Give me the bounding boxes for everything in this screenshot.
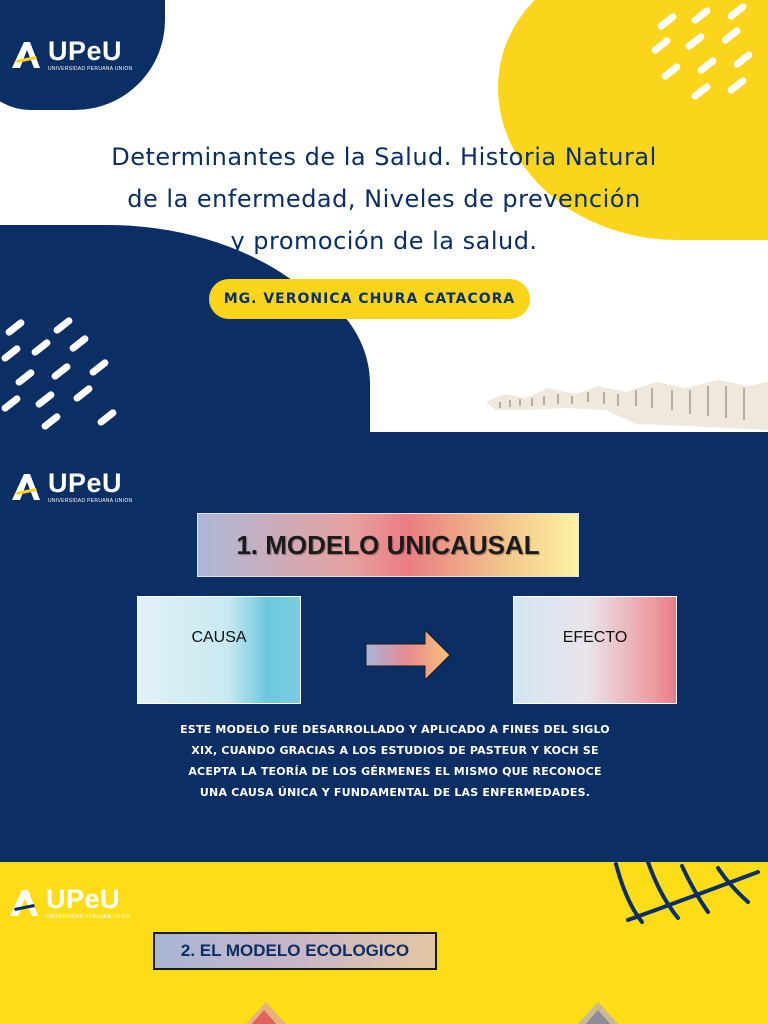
- section-heading: 2. EL MODELO ECOLOGICO: [153, 932, 437, 970]
- upeu-logo: [10, 38, 132, 72]
- dash-pattern-top-right: [650, 8, 760, 98]
- upeu-logo: [8, 886, 130, 920]
- title-line-1: Determinantes de la Salud. Historia Natural: [111, 143, 657, 171]
- upeu-logo-mark-icon: [10, 40, 44, 70]
- scribble-decoration: [608, 862, 768, 932]
- description-line-2: XIX, CUANDO GRACIAS A LOS ESTUDIOS DE PASTEUR Y KOCH SE: [191, 744, 599, 757]
- modelo-ecologico-slide: [0, 862, 768, 1024]
- logo-name: UPeU: [48, 468, 123, 498]
- upeu-logo-mark-icon: [8, 888, 42, 918]
- right-arrow-icon: [365, 629, 451, 681]
- section-heading: 1. MODELO UNICAUSAL: [197, 513, 579, 577]
- triangle-shape-right-inner: [584, 1010, 612, 1024]
- modelo-unicausal-slide: [0, 432, 768, 862]
- cause-box: [137, 596, 301, 704]
- title-line-3: y promoción de la salud.: [230, 227, 538, 255]
- logo-name: UPeU: [46, 884, 121, 914]
- title-line-2: de la enfermedad, Niveles de prevención: [127, 185, 641, 213]
- description-line-1: ESTE MODELO FUE DESARROLLADO Y APLICADO A FINES DEL SIGLO: [180, 723, 610, 736]
- presentation-title: [60, 136, 708, 262]
- cause-label: CAUSA: [191, 629, 247, 646]
- author-badge: [209, 279, 530, 319]
- effect-box: [513, 596, 677, 704]
- upeu-logo: [10, 470, 132, 504]
- title-slide: [0, 0, 768, 432]
- description-line-4: UNA CAUSA ÚNICA Y FUNDAMENTAL DE LAS ENFERMEDADES.: [199, 786, 591, 799]
- author-name: MG. VERONICA CHURA CATACORA: [223, 291, 516, 307]
- logo-subtitle: UNIVERSIDAD PERUANA UNION: [48, 66, 133, 72]
- effect-label: EFECTO: [562, 629, 628, 646]
- model-description: [180, 719, 610, 803]
- torn-paper-image: [486, 380, 768, 430]
- dash-pattern-bottom-left: [0, 318, 130, 430]
- description-line-3: ACEPTA LA TEORÍA DE LOS GÉRMENES EL MISMO QUE RECONOCE: [188, 765, 602, 778]
- triangle-shape-left-inner: [250, 1010, 278, 1024]
- logo-subtitle: UNIVERSIDAD PERUANA UNION: [48, 498, 133, 504]
- logo-name: UPeU: [48, 36, 123, 66]
- logo-subtitle: UNIVERSIDAD PERUANA UNION: [46, 914, 131, 920]
- upeu-logo-mark-icon: [10, 472, 44, 502]
